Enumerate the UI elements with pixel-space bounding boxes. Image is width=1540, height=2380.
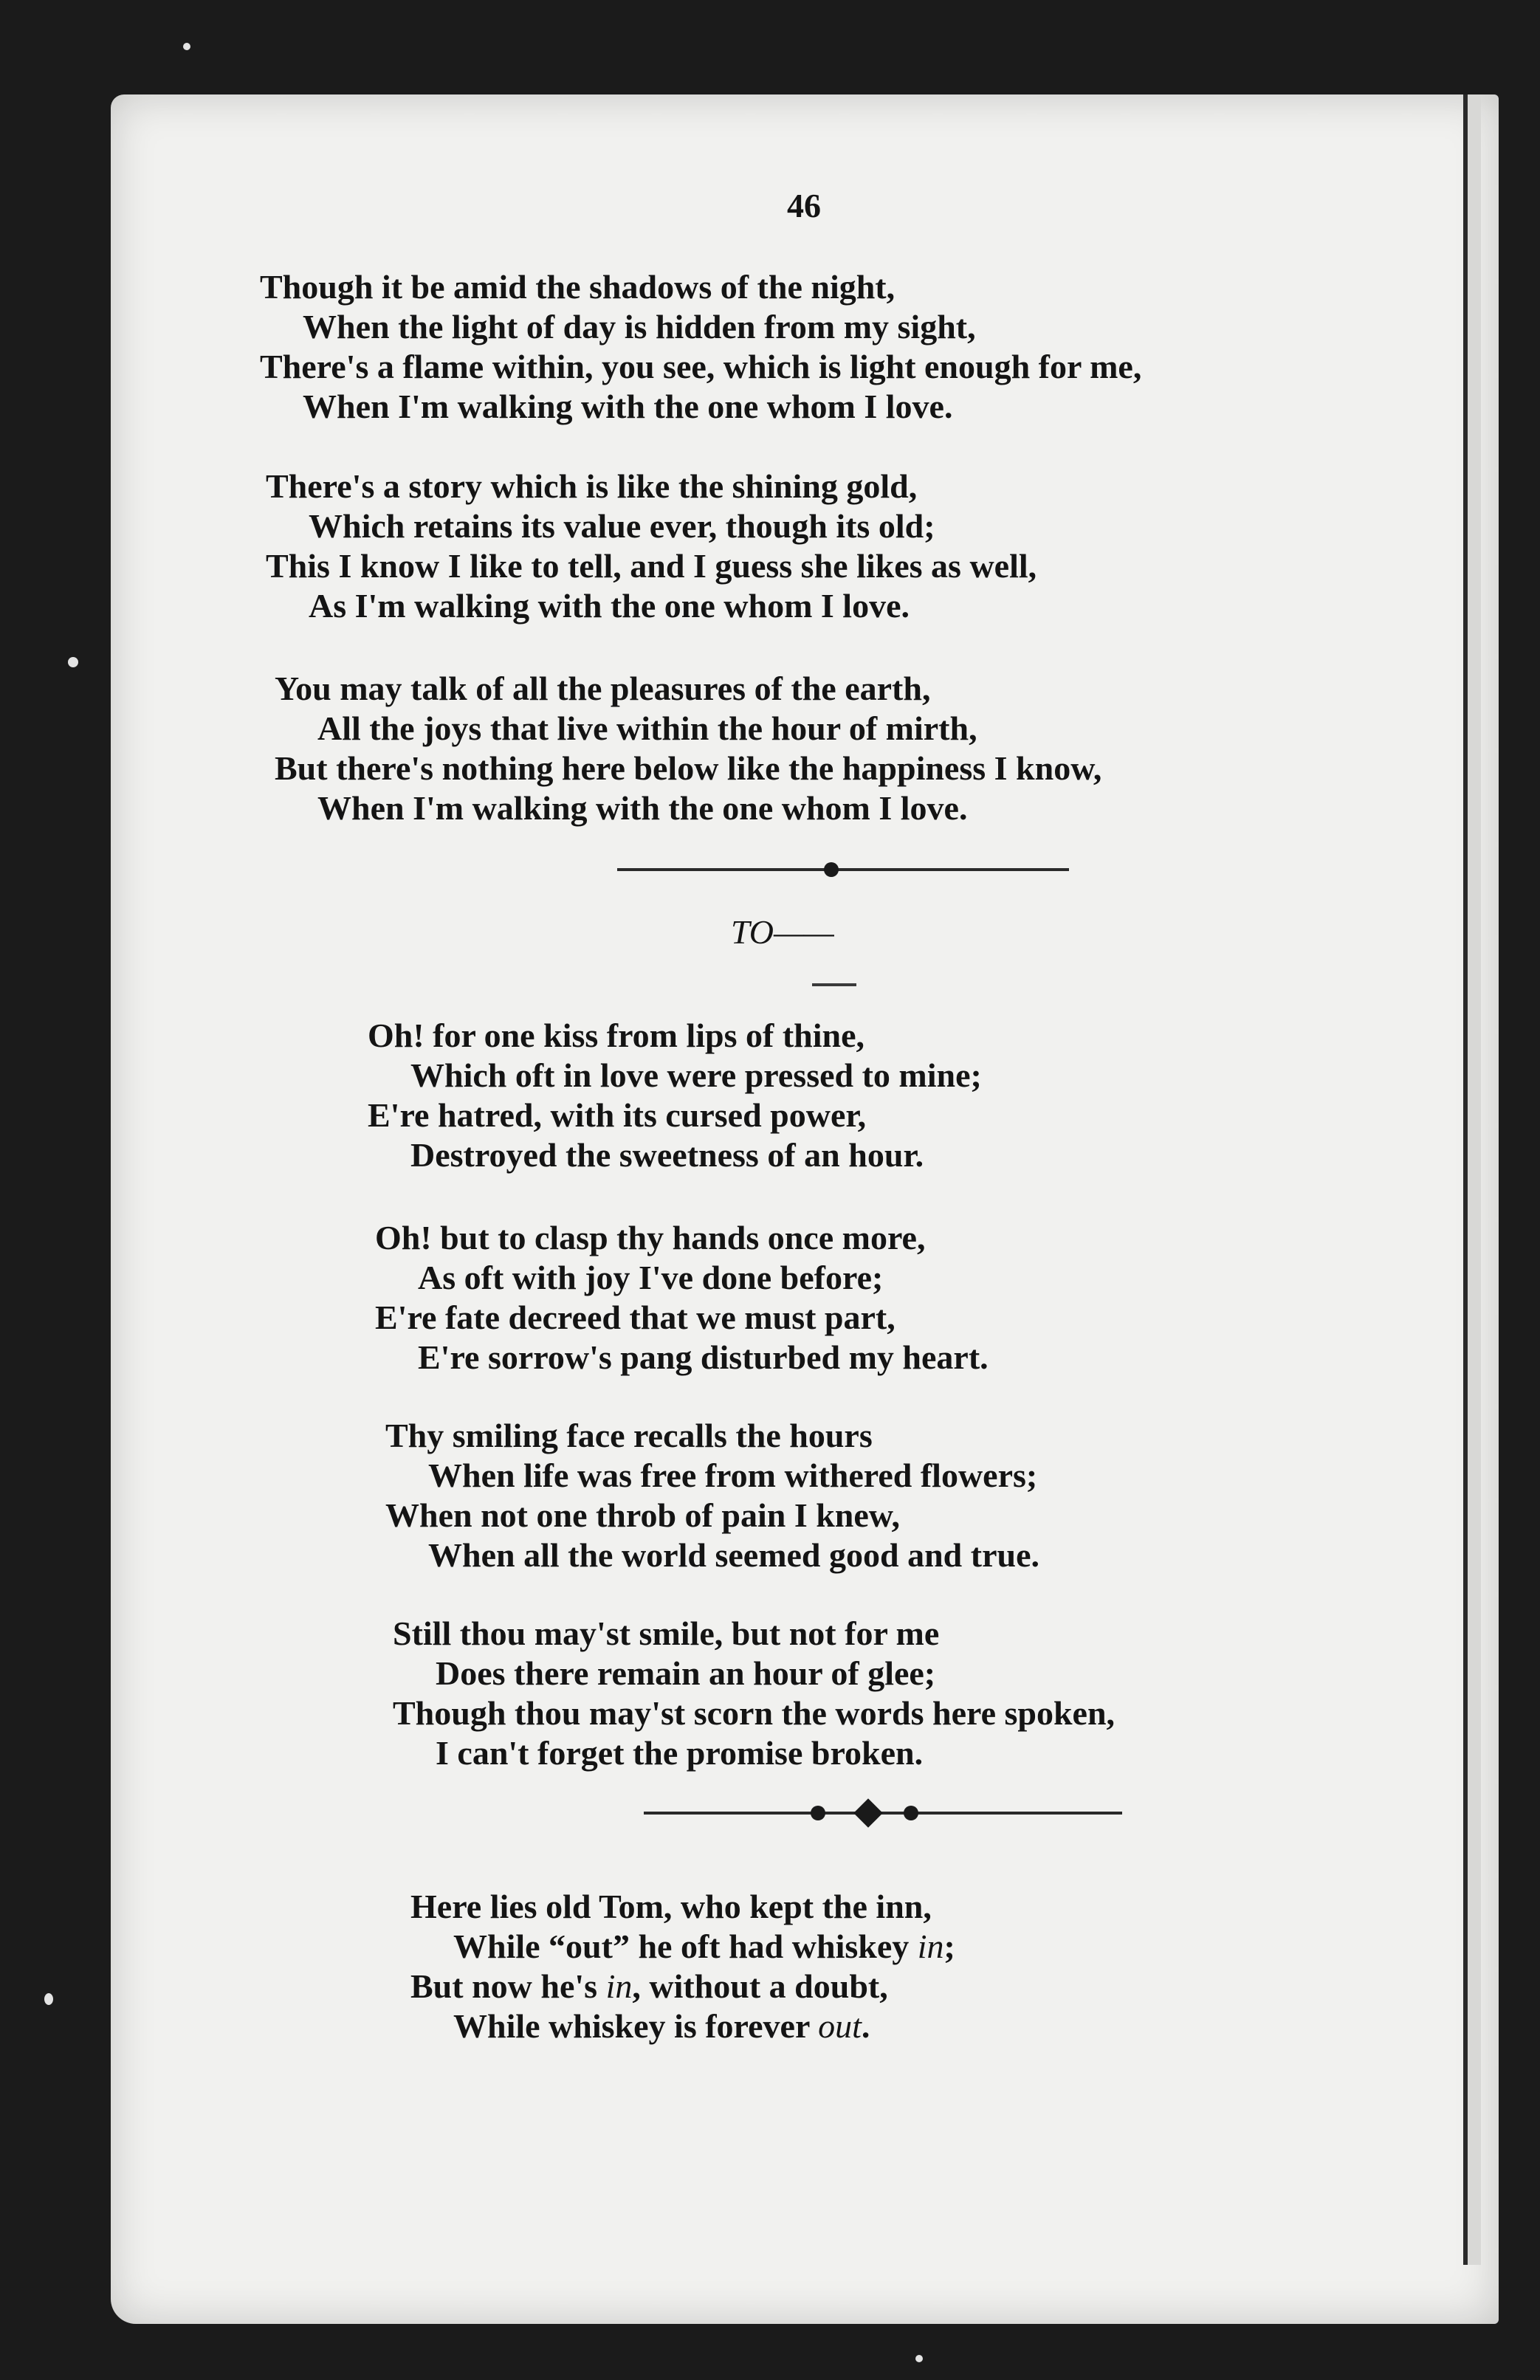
poem-line: Though it be amid the shadows of the night,	[260, 268, 896, 306]
line-text: But now he's	[410, 1967, 598, 2005]
poem-line: There's a flame within, you see, which is light enough for me,	[260, 348, 1142, 385]
poem-line: Oh! for one kiss from lips of thine,	[368, 1017, 865, 1054]
divider-ornament	[824, 862, 839, 877]
epitaph	[410, 1887, 955, 2046]
poem-line: E're hatred, with its cursed power,	[368, 1096, 867, 1134]
poem-line: You may talk of all the pleasures of the earth,	[275, 670, 931, 707]
poem1-stanza-3	[275, 669, 1101, 828]
section-divider	[644, 1812, 1122, 1815]
poem-line: E're sorrow's pang disturbed my heart.	[418, 1338, 989, 1376]
line-text: While whiskey is forever	[453, 2007, 810, 2045]
poem2-stanza-4	[393, 1614, 1115, 1773]
poem-line: Here lies old Tom, who kept the inn,	[410, 1888, 932, 1925]
poem-line: When not one throb of pain I knew,	[385, 1496, 900, 1534]
poem-line: But there's nothing here below like the happiness I know,	[275, 749, 1102, 787]
title-rule	[812, 983, 856, 986]
poem2-stanza-3	[385, 1416, 1039, 1575]
poem-line: As I'm walking with the one whom I love.	[309, 587, 910, 625]
poem-line: When I'm walking with the one whom I love.	[317, 789, 968, 827]
poem-line: Which oft in love were pressed to mine;	[410, 1056, 982, 1094]
poem-line: As oft with joy I've done before;	[418, 1259, 884, 1296]
punctuation: .	[861, 2007, 870, 2045]
punctuation: ;	[943, 1927, 955, 1965]
poem-line	[410, 1967, 955, 2006]
poem-line: When life was free from withered flowers;	[428, 1456, 1038, 1494]
poem-line: E're fate decreed that we must part,	[375, 1299, 896, 1336]
poem-title: TO——	[731, 913, 834, 951]
poem2-stanza-1	[368, 1016, 982, 1175]
poem-line: When I'm walking with the one whom I love.	[303, 388, 953, 425]
poem-line	[410, 1927, 955, 1967]
poem-line: There's a story which is like the shining gold,	[266, 467, 918, 505]
poem-line: Which retains its value ever, though its old;	[309, 507, 935, 545]
divider-ornament	[904, 1806, 918, 1820]
italic-word: out	[818, 2007, 862, 2045]
poem-line: Still thou may'st smile, but not for me	[393, 1614, 940, 1652]
line-text: While “out” he oft had whiskey	[453, 1927, 910, 1965]
poem2-stanza-2	[375, 1218, 989, 1378]
poem1-stanza-2	[266, 467, 1037, 626]
divider-ornament	[811, 1806, 825, 1820]
poem-line: When all the world seemed good and true.	[428, 1536, 1039, 1574]
section-divider	[617, 868, 1069, 871]
italic-word: in	[917, 1927, 944, 1965]
italic-word: in	[605, 1967, 633, 2005]
line-text: , without a doubt,	[632, 1967, 888, 2005]
poem-line: When the light of day is hidden from my sight,	[303, 308, 976, 345]
poem1-stanza-1	[260, 267, 1141, 427]
poem-line	[410, 2006, 955, 2046]
poem-line: This I know I like to tell, and I guess she likes as well,	[266, 547, 1037, 585]
poem-line: Oh! but to clasp thy hands once more,	[375, 1219, 926, 1256]
poem-line: Destroyed the sweetness of an hour.	[410, 1136, 924, 1174]
page-number: 46	[787, 187, 821, 224]
adjacent-page-edge	[1463, 94, 1481, 2265]
poem-line: Thy smiling face recalls the hours	[385, 1417, 873, 1454]
poem-line: I can't forget the promise broken.	[436, 1734, 924, 1772]
poem-line: All the joys that live within the hour of mirth,	[317, 709, 977, 747]
poem-line: Though thou may'st scorn the words here spoken,	[393, 1694, 1116, 1732]
scan-speck	[915, 2355, 923, 2362]
scan-speck	[68, 657, 78, 667]
poem-line: Does there remain an hour of glee;	[436, 1654, 936, 1692]
scan-speck	[44, 1993, 53, 2005]
scan-speck	[183, 43, 190, 50]
